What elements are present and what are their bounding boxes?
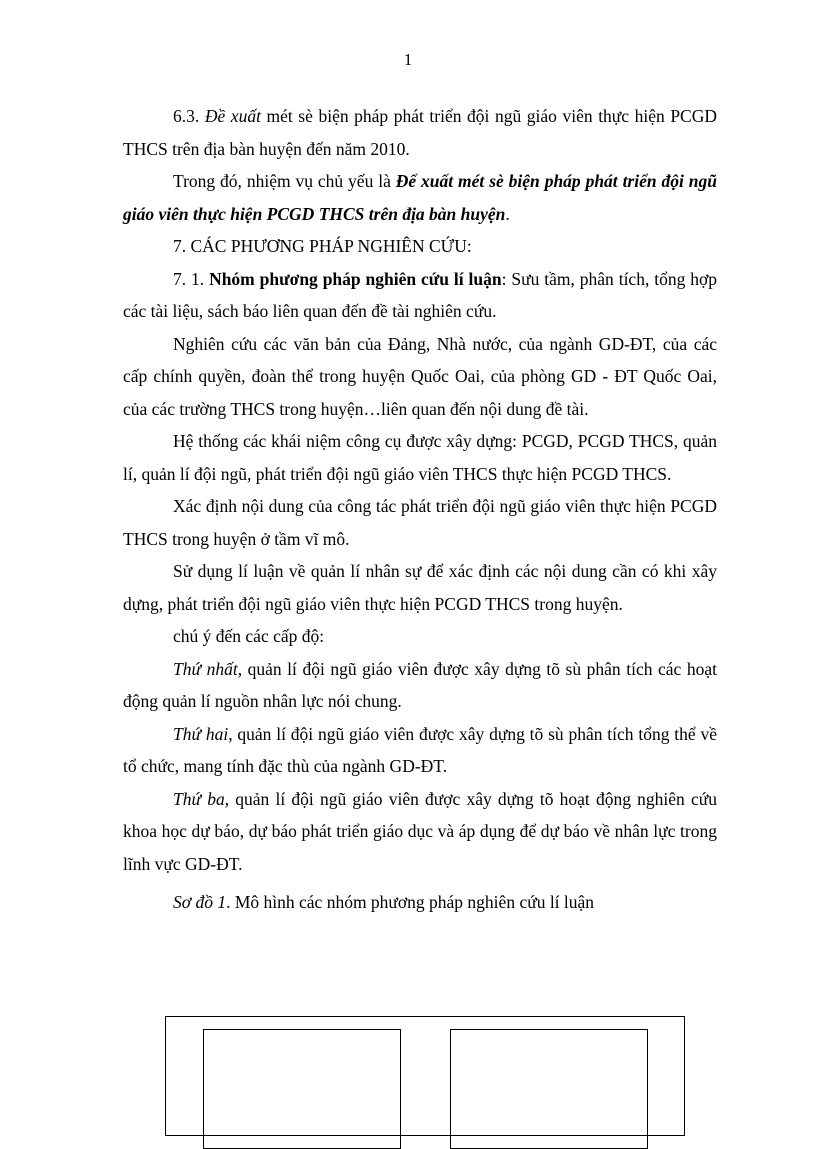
paragraph-level-1 xyxy=(123,653,717,718)
paragraph-level-3 xyxy=(123,783,717,881)
italic-term: Thứ nhất xyxy=(173,658,238,679)
paragraph-text: Trong đó, nhiệm vụ chủ yếu là xyxy=(173,171,396,191)
caption-label: Sơ đồ 1 xyxy=(173,892,227,912)
paragraph-levels-intro: chú ý đến các cấp độ: xyxy=(173,626,325,646)
bold-italic-emphasis: Để xuất mét sè biện pháp phát triển đội ngũ giáo viên thực hiện PCGD THCS trên địa bàn huyện xyxy=(123,171,717,224)
document-body xyxy=(123,100,717,919)
paragraph-text: mét sè biện pháp phát triển đội ngũ giáo viên thực hiện PCGD THCS trên địa bàn huyện đến năm 2010. xyxy=(123,106,718,159)
paragraph-7-1 xyxy=(123,263,717,328)
paragraph-text: : Sưu tầm, phân tích, tổng hợp các tài liệu, sách báo liên quan đến đề tài nghiên cứu. xyxy=(123,268,717,321)
paragraph-6-3 xyxy=(123,100,717,165)
paragraph-main-task xyxy=(123,165,717,230)
paragraph-text: , quản lí đội ngũ giáo viên được xây dựng tõ sù phân tích các hoạt động quản lí nguồn nhân lực nói chung. xyxy=(123,658,717,711)
page-number: 1 xyxy=(403,50,413,69)
section-number: 6.3. xyxy=(173,106,205,126)
paragraph-text: , quản lí đội ngũ giáo viên được xây dựng tõ hoạt động nghiên cứu khoa học dự báo, dự báo phát triển giáo dục và áp dụng để dự báo về nhân lực trong lĩnh vực GD-ĐT. xyxy=(123,788,717,874)
bold-heading: Nhóm phương pháp nghiên cứu lí luận xyxy=(209,268,502,289)
diagram-caption xyxy=(123,886,717,919)
section-number: 7. 1. xyxy=(173,268,210,289)
paragraph-text: , quản lí đội ngũ giáo viên được xây dựng tõ sù phân tích tổng thể về tổ chức, mang tính đặc thù của ngành GD-ĐT. xyxy=(123,723,718,776)
paragraph-level-2 xyxy=(123,718,717,783)
italic-term: Thứ ba xyxy=(173,788,225,809)
italic-term: Đề xuất xyxy=(204,106,261,126)
paragraph-concepts: Hệ thống các khái niệm công cụ được xây dựng: PCGD, PCGD THCS, quản lí, quản lí đội ngũ, phát triển đội ngũ giáo viên THCS thực hiện PCGD THCS. xyxy=(123,431,717,484)
caption-text: . Mô hình các nhóm phương pháp nghiên cứu lí luận xyxy=(226,892,595,912)
italic-term: Thứ hai xyxy=(173,723,229,744)
diagram-box-right xyxy=(450,1029,648,1149)
paragraph-content: Xác định nội dung của công tác phát triển đội ngũ giáo viên thực hiện PCGD THCS trong huyện ở tầm vĩ mô. xyxy=(123,496,717,549)
diagram-box-left xyxy=(203,1029,401,1149)
paragraph-documents: Nghiên cứu các văn bản của Đảng, Nhà nước, của ngành GD-ĐT, của các cấp chính quyền, đoàn thể trong huyện Quốc Oai, của phòng GD - ĐT Quốc Oai, của các trường THCS trong huyện…liên quan đến nội dung đề tài. xyxy=(123,333,717,419)
diagram-frame xyxy=(165,1016,685,1136)
paragraph-punctuation: . xyxy=(505,203,510,224)
section-heading-7: 7. CÁC PHƯƠNG PHÁP NGHIÊN CỨU: xyxy=(173,236,472,256)
paragraph-hr-theory: Sử dụng lí luận về quản lí nhân sự để xác định các nội dung cần có khi xây dựng, phát triển đội ngũ giáo viên thực hiện PCGD THCS trong huyện. xyxy=(123,561,717,614)
